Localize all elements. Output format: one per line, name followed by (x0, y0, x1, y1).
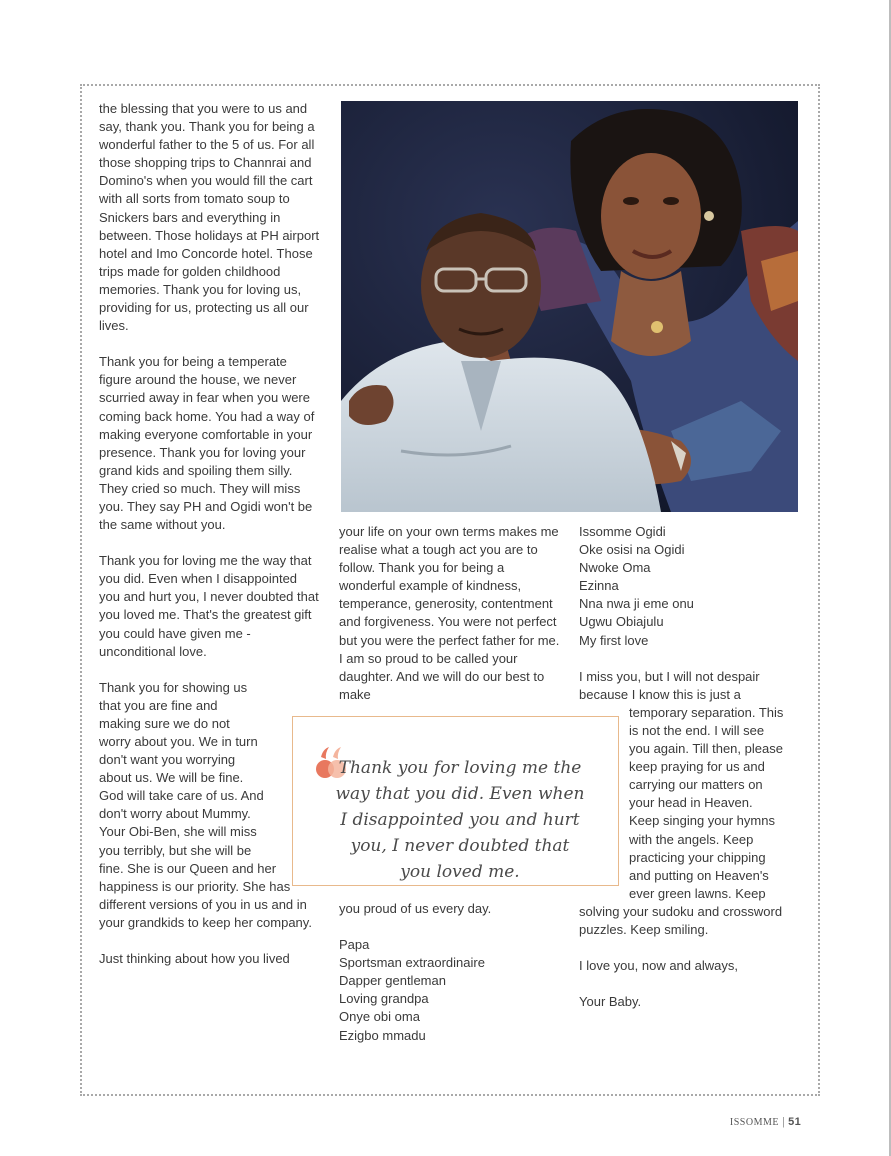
paragraph-thinking: Just thinking about how you lived (99, 951, 290, 967)
column-2-top (339, 523, 561, 704)
text-line: you again. Till then, please (629, 741, 783, 757)
text-line: that you are fine and (99, 697, 218, 713)
name-line: Oke osisi na Ogidi (579, 542, 685, 558)
text-line: practicing your chipping (629, 849, 766, 865)
text-line: you terribly, but she will be (99, 842, 252, 858)
page-number: 51 (788, 1116, 801, 1128)
paragraph-loving-me: Thank you for loving me the way that you did. Even when I disappointed you and hurt you, I never doubted that you loved me. That's the greatest gift you could have given me - unconditional love. (99, 553, 319, 659)
text-line: don't worry about Mummy. (99, 806, 251, 822)
name-line: Papa (339, 937, 370, 953)
paragraph-sudoku: solving your sudoku and crossword puzzles. Keep smiling. (579, 903, 783, 937)
name-line: Ezigbo mmadu (339, 1027, 426, 1043)
text-line: is not the end. I will see (629, 722, 765, 738)
paragraph-showing-us (99, 679, 279, 860)
column-2-bottom (339, 900, 561, 1045)
name-line: My first love (579, 632, 649, 648)
text-line: Your Obi-Ben, she will miss (99, 824, 257, 840)
text-line: making sure we do not (99, 715, 230, 731)
text-line: worry about you. We in turn (99, 734, 258, 749)
text-line: temporary separation. This (629, 704, 784, 720)
text-line: with the angels. Keep (629, 831, 754, 847)
footer-separator: | (781, 1116, 786, 1128)
name-line: Nwoke Oma (579, 560, 651, 576)
name-line: Sportsman extraordinaire (339, 955, 485, 971)
text-line: carrying our matters on (629, 777, 763, 793)
paragraph-temperate: Thank you for being a temperate figure around the house, we never scurried away in fear when you were coming back home. You had a way of making everyone comfortable in your presence. Thank you for loving your grand kids and spoiling them silly. They cried so much. They will miss you. They say PH and Ogidi won't be the same without you. (99, 354, 315, 533)
column-1 (99, 100, 321, 968)
pull-quote (292, 716, 619, 886)
paragraph-queen: fine. She is our Queen and her happiness is our priority. She has different versions of you in us and in your grandkids to keep her company. (99, 860, 312, 930)
text-line: Thank you for showing us (99, 679, 248, 695)
pull-quote-text: Thank you for loving me the way that you did. Even when I disappointed you and hurt you, I never doubted that you loved me. (335, 758, 585, 882)
page-footer (730, 1116, 801, 1128)
paragraph-your-life: your life on your own terms makes me realise what a tough act you are to follow. Thank you for being a wonderful example of kindness, temperance, generosity, contentment and forgiveness. You were not perfect but you were the perfect father for me. I am so proud to be called your daughter. And we will do our best to make (339, 524, 560, 702)
closing-line: I love you, now and always, (579, 958, 738, 974)
text-line: your head in Heaven. (629, 795, 753, 811)
text-line: about us. We will be fine. (99, 770, 244, 786)
family-photo (341, 101, 798, 512)
column-3 (579, 523, 801, 1011)
name-line: Issomme Ogidi (579, 524, 666, 539)
paragraph-miss-you-indented (579, 704, 801, 903)
text-line: and putting on Heaven's (629, 867, 769, 883)
paragraph-blessing: the blessing that you were to us and say, thank you. Thank you for being a wonderful father to the 5 of us. For all those shopping trips to Channrai and Domino's when you would fill the cart with all sorts from tomato soup to Snickers bars and everything in between. Those holidays at PH airport hotel and Imo Concorde hotel. Those trips made for golden childhood memories. Thank you for loving us, providing for us, protecting us all our lives. (99, 101, 320, 334)
text-line: don't want you worrying (99, 752, 236, 768)
text-line: Keep singing your hymns (629, 813, 775, 829)
text-line: God will take care of us. And (99, 788, 264, 804)
text-line: keep praying for us and (629, 759, 765, 775)
text-line: I miss you, but I will not despair (579, 668, 760, 684)
name-line: Onye obi oma (339, 1009, 420, 1025)
magazine-name: ISSOMME (729, 1117, 779, 1128)
name-line: Loving grandpa (339, 991, 429, 1007)
name-line: Nna nwa ji eme onu (579, 596, 694, 612)
paragraph-proud: you proud of us every day. (339, 901, 492, 916)
name-line: Dapper gentleman (339, 973, 446, 989)
name-line: Ezinna (579, 578, 619, 594)
name-line: Ugwu Obiajulu (579, 614, 664, 630)
signoff: Your Baby. (579, 994, 642, 1010)
text-line: ever green lawns. Keep (629, 885, 766, 901)
text-line: because I know this is just a (579, 686, 741, 702)
